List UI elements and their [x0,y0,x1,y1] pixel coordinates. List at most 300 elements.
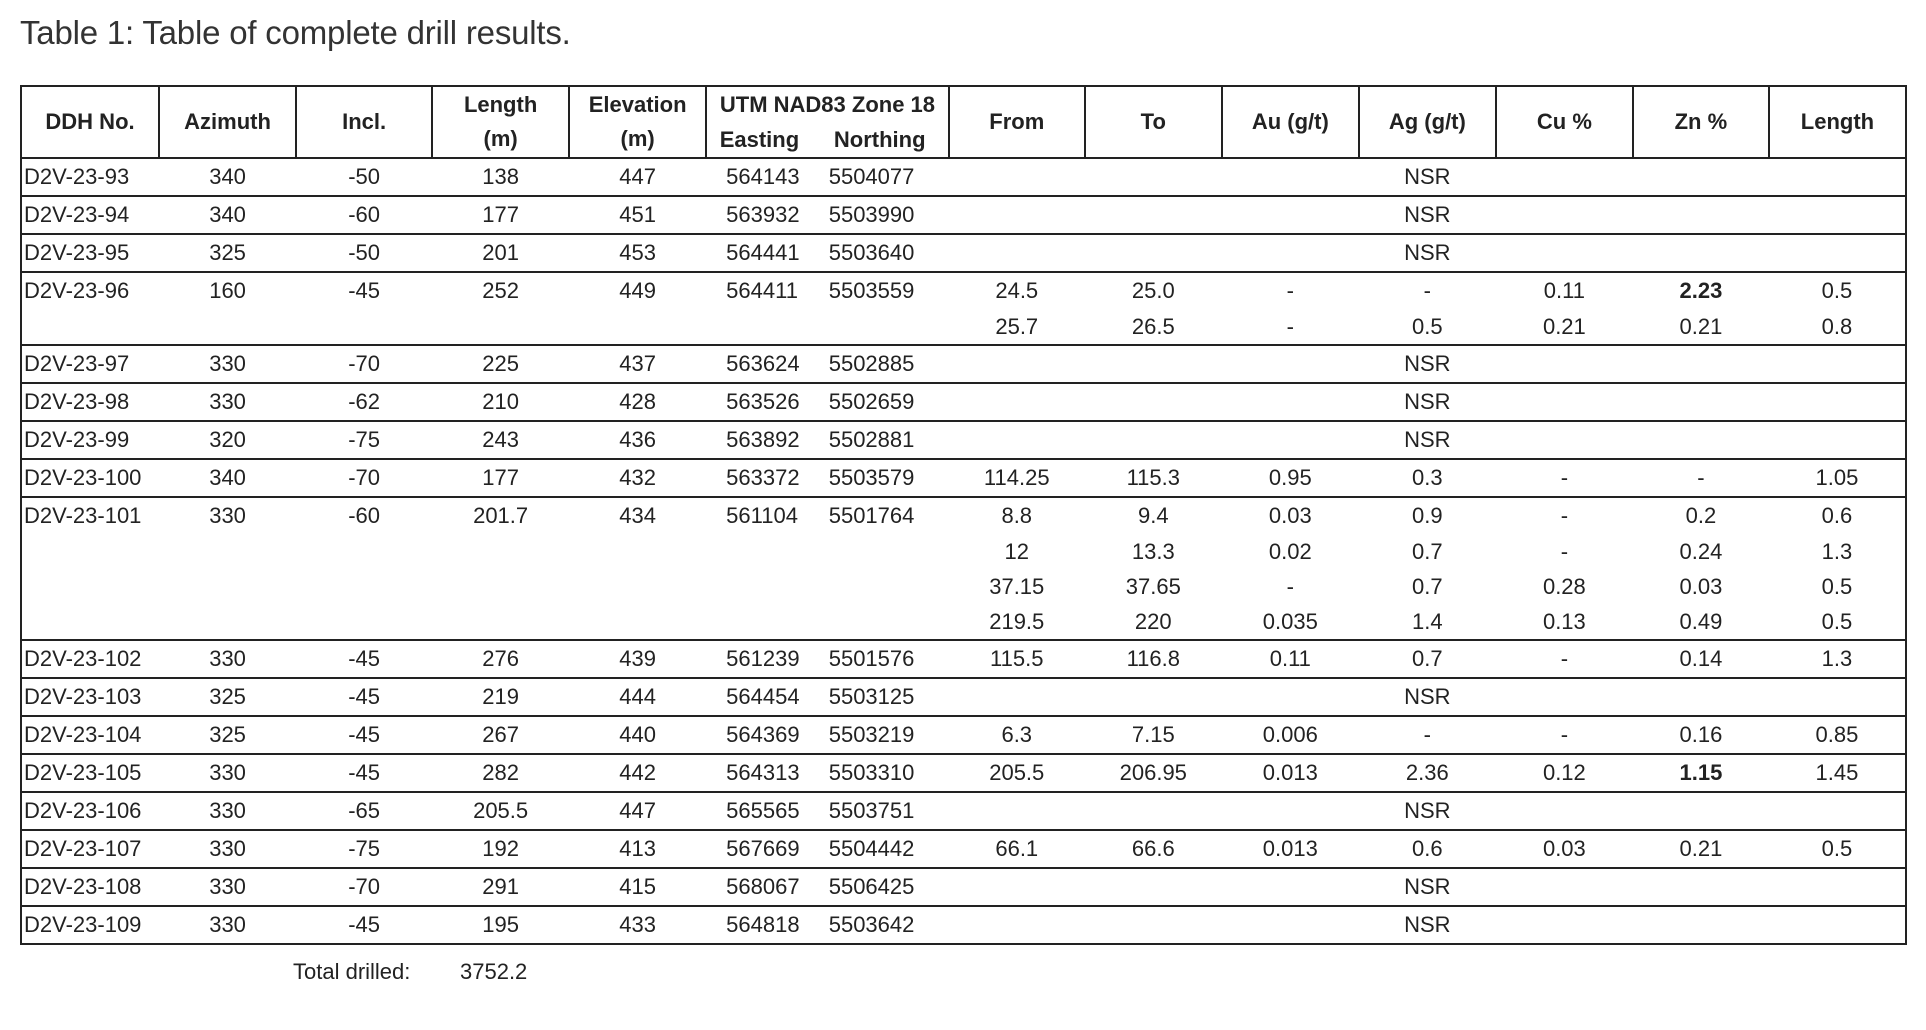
cell-ag: 0.7 [1412,539,1443,564]
cell-cu [1496,868,1633,906]
cell-zn [1633,383,1769,421]
cell-au: 0.02 [1268,539,1312,564]
cell-ddh [21,534,159,569]
cell-incl: -45 [296,678,432,716]
cell-easting: 563932 [706,196,812,234]
cell-cu [1496,383,1633,421]
table-row [21,497,1906,534]
cell-ddh: D2V-23-97 [21,345,159,383]
cell-ag: 1.4 [1359,604,1496,640]
cell-northing: 5503125 [812,678,949,716]
cell-from: 115.5 [949,640,1085,678]
cell-to: 115.3 [1085,459,1222,497]
cell-azimuth: 325 [159,678,296,716]
cell-length-m: 267 [432,716,569,754]
cell-easting: 564454 [706,678,812,716]
cell-au: 0.03 [1222,497,1359,534]
table-row [21,459,1906,497]
total-value: 3752.2 [460,959,528,984]
cell-length-m: 219 [432,678,569,716]
cell-ag: NSR [1359,234,1496,272]
cell-azimuth: 330 [159,345,296,383]
cell-incl: -45 [296,906,432,944]
cell-northing: 5506425 [812,868,949,906]
cell-cu [1496,792,1633,830]
cell-northing [812,309,949,345]
cell-interval-length: 0.5 [1769,272,1906,309]
header-azimuth: Azimuth [159,86,296,158]
cell-to: 66.6 [1085,830,1222,868]
table-row [21,272,1906,309]
cell-au: - [1222,309,1359,345]
cell-ddh: D2V-23-103 [21,678,159,716]
cell-incl: -50 [296,158,432,196]
cell-azimuth: 330 [159,830,296,868]
cell-incl: -65 [296,792,432,830]
cell-length-m: 192 [432,830,569,868]
cell-au [1222,792,1359,830]
cell-from [949,196,1085,234]
cell-interval-length [1769,383,1906,421]
cell-azimuth: 330 [159,497,296,534]
cell-length-m: 195 [432,906,569,944]
cell-zn: 0.14 [1633,640,1769,678]
cell-to [1085,868,1222,906]
cell-elevation: 432 [569,459,706,497]
cell-interval-length: 1.3 [1769,640,1906,678]
header-elevation [569,86,706,158]
cell-ag: NSR [1359,906,1496,944]
cell-easting: 561104 [706,497,812,534]
cell-cu [1496,196,1633,234]
cell-from: 25.7 [949,309,1085,345]
cell-ddh [21,604,159,640]
table-row [21,678,1906,716]
cell-length-m: 201.7 [432,497,569,534]
cell-zn [1633,906,1769,944]
cell-zn [1633,158,1769,196]
cell-zn [1633,678,1769,716]
cell-elevation: 442 [569,754,706,792]
cell-easting: 564818 [706,906,812,944]
header-ag: Ag (g/t) [1359,86,1496,158]
cell-interval-length: 0.8 [1769,309,1906,345]
table-row [21,345,1906,383]
cell-to [1085,234,1222,272]
header-elevation-label: Elevation [588,92,687,117]
cell-zn: 0.03 [1679,574,1723,599]
cell-azimuth: 330 [159,754,296,792]
cell-au [1222,906,1359,944]
cell-elevation: 444 [569,678,706,716]
cell-from [949,868,1085,906]
cell-interval-length [1769,345,1906,383]
cell-zn: 1.15 [1633,754,1769,792]
cell-northing: 5503642 [812,906,949,944]
cell-length-m [432,569,569,604]
cell-northing: 5503751 [812,792,949,830]
table-row [21,906,1906,944]
header-elevation-unit: (m) [620,126,655,151]
header-length-m-unit: (m) [483,126,518,151]
table-row [21,309,1906,345]
cell-au: 0.035 [1222,604,1359,640]
cell-length-m [432,604,569,640]
cell-to: 13.3 [1131,539,1175,564]
table-caption: Table 1: Table of complete drill results. [20,14,571,51]
table-header [21,86,1906,158]
cell-ag: NSR [1359,383,1496,421]
cell-easting [706,534,812,569]
cell-to: 26.5 [1085,309,1222,345]
cell-elevation [569,534,706,569]
table-row [21,754,1906,792]
cell-interval-length [1769,792,1906,830]
cell-to: 25.0 [1085,272,1222,309]
cell-au: 0.95 [1222,459,1359,497]
cell-ddh: D2V-23-99 [21,421,159,459]
cell-zn: 2.23 [1633,272,1769,309]
drill-results-table [20,85,1907,945]
cell-azimuth: 325 [159,716,296,754]
header-easting: Easting [706,123,812,158]
cell-from: 6.3 [949,716,1085,754]
cell-elevation: 440 [569,716,706,754]
cell-easting [706,569,812,604]
cell-azimuth: 320 [159,421,296,459]
cell-elevation [569,569,706,604]
cell-length-m: 225 [432,345,569,383]
cell-easting: 563892 [706,421,812,459]
cell-ddh: D2V-23-104 [21,716,159,754]
table-row [21,868,1906,906]
cell-length-m: 276 [432,640,569,678]
cell-length-m: 138 [432,158,569,196]
cell-to [1085,345,1222,383]
cell-from: 24.5 [949,272,1085,309]
cell-easting: 564369 [706,716,812,754]
cell-azimuth: 330 [159,868,296,906]
cell-to: 220 [1085,604,1222,640]
cell-cu: 0.21 [1496,309,1633,345]
cell-to [1085,158,1222,196]
cell-zn: 0.21 [1633,309,1769,345]
cell-northing: 5503579 [812,459,949,497]
cell-ag: NSR [1359,678,1496,716]
table-row [21,383,1906,421]
table-row [21,792,1906,830]
cell-zn [1633,421,1769,459]
cell-northing: 5504442 [812,830,949,868]
cell-elevation [569,309,706,345]
cell-incl: -75 [296,421,432,459]
cell-incl [296,534,432,569]
cell-from [949,421,1085,459]
cell-azimuth [159,604,296,640]
cell-to: 7.15 [1085,716,1222,754]
cell-azimuth: 330 [159,906,296,944]
cell-ddh: D2V-23-100 [21,459,159,497]
cell-elevation: 449 [569,272,706,309]
cell-ag: - [1359,272,1496,309]
cell-zn: 0.49 [1633,604,1769,640]
table-row [21,158,1906,196]
cell-incl: -45 [296,272,432,309]
cell-elevation: 415 [569,868,706,906]
cell-from: 12 [1004,539,1029,564]
cell-from: 219.5 [949,604,1085,640]
cell-ag: NSR [1359,345,1496,383]
header-zn: Zn % [1633,86,1769,158]
cell-elevation: 451 [569,196,706,234]
cell-au [1222,421,1359,459]
cell-easting: 564441 [706,234,812,272]
cell-cu: 0.11 [1496,272,1633,309]
cell-elevation: 447 [569,792,706,830]
cell-interval-length [1769,421,1906,459]
cell-easting: 564143 [706,158,812,196]
cell-northing: 5502885 [812,345,949,383]
cell-northing [812,534,949,569]
cell-to [1085,906,1222,944]
cell-elevation: 453 [569,234,706,272]
total-label: Total drilled: [293,959,411,984]
cell-from [949,678,1085,716]
cell-ag: NSR [1359,421,1496,459]
cell-incl: -62 [296,383,432,421]
cell-elevation: 413 [569,830,706,868]
cell-to: 116.8 [1085,640,1222,678]
cell-northing: 5503219 [812,716,949,754]
cell-elevation: 433 [569,906,706,944]
cell-cu: 0.13 [1496,604,1633,640]
table-body [21,158,1906,944]
cell-ag: NSR [1359,196,1496,234]
cell-ddh: D2V-23-105 [21,754,159,792]
cell-from [949,906,1085,944]
cell-easting: 563624 [706,345,812,383]
cell-cu: - [1496,459,1633,497]
cell-northing [812,604,949,640]
cell-ag: NSR [1359,158,1496,196]
header-interval-length: Length [1769,86,1906,158]
cell-ddh: D2V-23-101 [21,497,159,534]
cell-incl: -45 [296,640,432,678]
cell-zn [1633,792,1769,830]
cell-cu [1496,158,1633,196]
cell-ddh: D2V-23-106 [21,792,159,830]
cell-au: 0.013 [1222,754,1359,792]
cell-incl: -70 [296,345,432,383]
cell-cu: 0.28 [1542,574,1586,599]
cell-incl: -70 [296,868,432,906]
cell-ddh: D2V-23-109 [21,906,159,944]
cell-ag: NSR [1359,868,1496,906]
cell-elevation: 434 [569,497,706,534]
cell-length-m: 177 [432,459,569,497]
cell-elevation: 428 [569,383,706,421]
cell-cu: 0.03 [1496,830,1633,868]
cell-ag: 0.7 [1359,640,1496,678]
cell-length-m: 252 [432,272,569,309]
cell-interval-length: 1.05 [1769,459,1906,497]
cell-interval-length: 0.5 [1769,569,1906,604]
cell-cu [1496,234,1633,272]
cell-azimuth: 340 [159,158,296,196]
cell-elevation: 439 [569,640,706,678]
cell-cu [1496,906,1633,944]
cell-interval-length: 1.3 [1769,534,1906,569]
cell-ag: - [1359,716,1496,754]
cell-northing [812,569,949,604]
cell-interval-length [1769,196,1906,234]
cell-incl: -60 [296,196,432,234]
cell-incl: -50 [296,234,432,272]
table-row [21,234,1906,272]
cell-au: 0.013 [1222,830,1359,868]
header-ddh: DDH No. [21,86,159,158]
cell-azimuth: 160 [159,272,296,309]
cell-interval-length [1769,678,1906,716]
header-au: Au (g/t) [1222,86,1359,158]
cell-au: 0.11 [1222,640,1359,678]
cell-northing: 5503310 [812,754,949,792]
cell-zn [1633,234,1769,272]
cell-elevation: 436 [569,421,706,459]
header-to: To [1085,86,1222,158]
cell-to [1085,421,1222,459]
cell-azimuth [159,534,296,569]
cell-elevation: 447 [569,158,706,196]
cell-azimuth [159,569,296,604]
cell-to: 37.65 [1125,574,1181,599]
total-row [20,955,1907,989]
cell-azimuth: 330 [159,640,296,678]
cell-azimuth: 340 [159,459,296,497]
cell-ag: 0.3 [1359,459,1496,497]
cell-from [949,383,1085,421]
cell-length-m: 291 [432,868,569,906]
table-row [21,640,1906,678]
cell-ag: 0.5 [1359,309,1496,345]
cell-to: 9.4 [1085,497,1222,534]
cell-zn: 0.2 [1633,497,1769,534]
cell-ddh: D2V-23-93 [21,158,159,196]
table-row [21,569,1906,604]
cell-azimuth: 340 [159,196,296,234]
cell-ddh [21,569,159,604]
cell-cu: 0.12 [1496,754,1633,792]
cell-ag: NSR [1359,792,1496,830]
cell-azimuth: 330 [159,383,296,421]
cell-cu: - [1560,539,1569,564]
cell-from: 8.8 [949,497,1085,534]
cell-zn: 0.16 [1633,716,1769,754]
cell-ag: 0.9 [1359,497,1496,534]
cell-zn: 0.24 [1679,539,1723,564]
cell-easting [706,604,812,640]
cell-cu: - [1496,640,1633,678]
cell-northing: 5502881 [812,421,949,459]
cell-interval-length [1769,868,1906,906]
cell-incl: -45 [296,716,432,754]
cell-azimuth: 330 [159,792,296,830]
cell-easting: 563526 [706,383,812,421]
cell-length-m: 243 [432,421,569,459]
header-utm: UTM NAD83 Zone 18 [706,86,949,123]
cell-ddh: D2V-23-96 [21,272,159,309]
table-row [21,604,1906,640]
cell-easting: 568067 [706,868,812,906]
cell-northing: 5502659 [812,383,949,421]
cell-ddh: D2V-23-107 [21,830,159,868]
cell-easting: 564313 [706,754,812,792]
cell-ddh: D2V-23-102 [21,640,159,678]
cell-length-m: 210 [432,383,569,421]
cell-au: - [1286,574,1294,599]
cell-northing: 5501764 [812,497,949,534]
cell-easting: 563372 [706,459,812,497]
cell-incl: -45 [296,754,432,792]
cell-to [1085,196,1222,234]
cell-incl: -70 [296,459,432,497]
cell-to: 206.95 [1085,754,1222,792]
cell-ag: 0.7 [1412,574,1443,599]
cell-length-m [432,309,569,345]
cell-to [1085,678,1222,716]
cell-length-m: 282 [432,754,569,792]
cell-interval-length [1769,158,1906,196]
cell-cu: - [1496,497,1633,534]
cell-cu [1496,345,1633,383]
cell-interval-length: 0.5 [1769,604,1906,640]
cell-cu [1496,421,1633,459]
cell-au: - [1222,272,1359,309]
cell-to [1085,383,1222,421]
cell-zn: - [1633,459,1769,497]
cell-azimuth: 325 [159,234,296,272]
cell-easting: 567669 [706,830,812,868]
header-incl: Incl. [296,86,432,158]
cell-length-m: 205.5 [432,792,569,830]
cell-northing: 5504077 [812,158,949,196]
header-length-m-label: Length [463,92,538,117]
cell-ddh: D2V-23-94 [21,196,159,234]
cell-au [1222,383,1359,421]
cell-from [949,234,1085,272]
cell-zn [1633,868,1769,906]
table-row [21,830,1906,868]
cell-interval-length [1769,234,1906,272]
table-row [21,716,1906,754]
cell-interval-length: 0.6 [1769,497,1906,534]
cell-ddh [21,309,159,345]
cell-au [1222,158,1359,196]
cell-au [1222,234,1359,272]
cell-cu [1496,678,1633,716]
cell-easting [706,309,812,345]
table-row [21,196,1906,234]
cell-length-m [432,534,569,569]
cell-au [1222,868,1359,906]
cell-northing: 5501576 [812,640,949,678]
cell-incl [296,309,432,345]
cell-zn [1633,196,1769,234]
cell-incl: -60 [296,497,432,534]
cell-from: 66.1 [949,830,1085,868]
cell-northing: 5503559 [812,272,949,309]
cell-ddh: D2V-23-98 [21,383,159,421]
